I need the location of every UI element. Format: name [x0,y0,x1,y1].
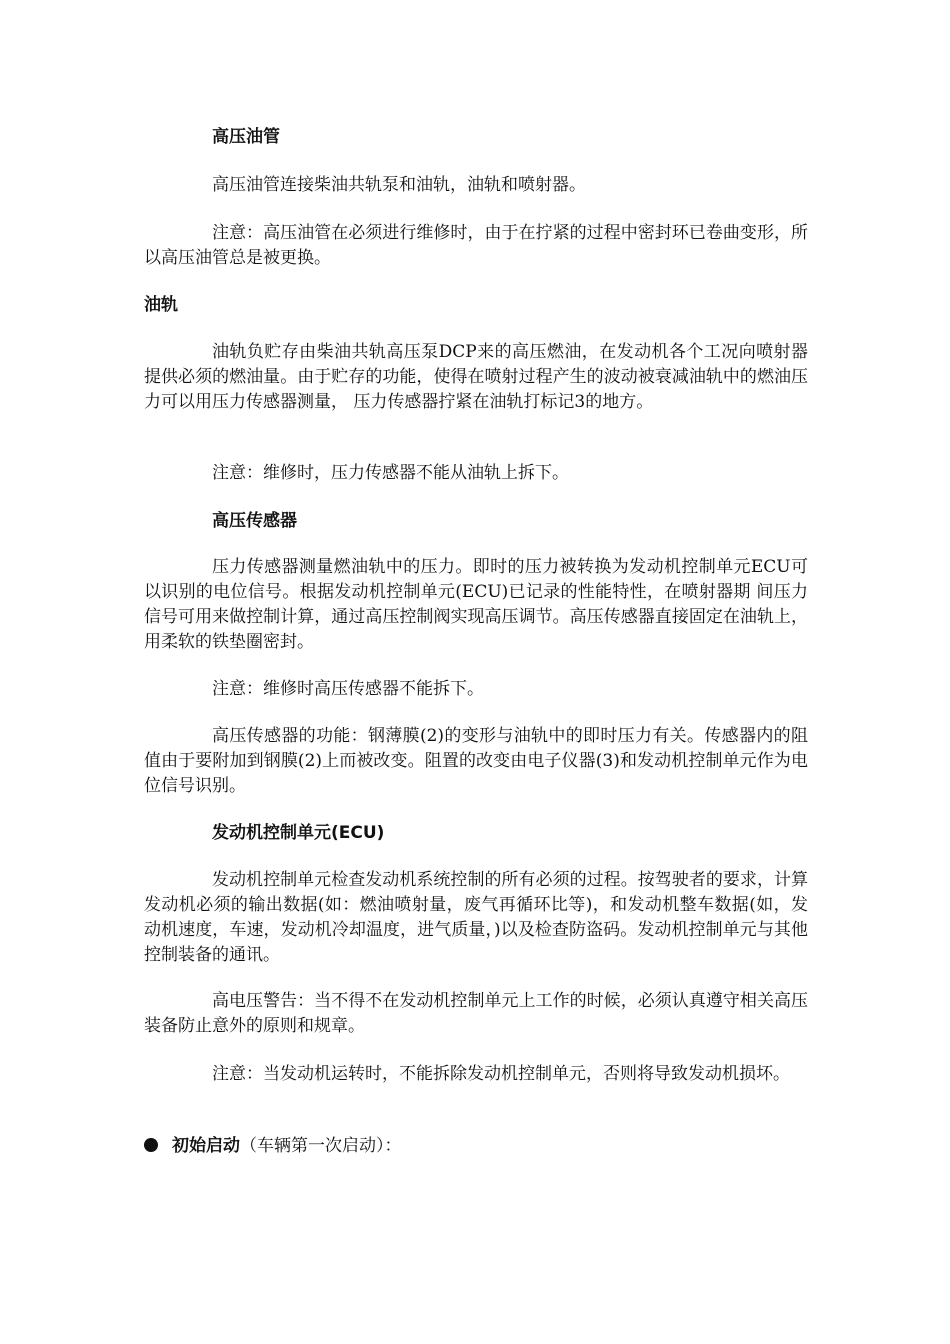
bullet-initial-start-detail: （车辆第一次启动）： [240,1136,402,1156]
paragraph-pipe-connection: 高压油管连接柴油共轨泵和油轨，油轨和喷射器。 [212,175,586,195]
heading-fuel-rail: 油轨 [144,295,178,315]
bullet-initial-start [144,1134,402,1159]
heading-high-pressure-pipe: 高压油管 [212,127,280,147]
paragraph-ecu-note: 注意：当发动机运转时，不能拆除发动机控制单元，否则将导致发动机损坏。 [212,1064,790,1084]
paragraph-rail-description: 油轨负贮存由柴油共轨高压泵DCP来的高压燃油，在发动机各个工况向喷射器提供必须的燃油量。由于贮存的功能，使得在喷射过程产生的波动被衰减油轨中的燃油压力可以用压力传感器测量， 压力传感器拧紧在油轨打标记3的地方。 [144,342,808,412]
paragraph-rail-note: 注意：维修时，压力传感器不能从油轨上拆下。 [212,463,569,483]
bullet-initial-start-label: 初始启动 [172,1136,240,1156]
paragraph-ecu-warning: 高电压警告：当不得不在发动机控制单元上工作的时候，必须认真遵守相关高压装备防止意外的原则和规章。 [144,991,808,1036]
paragraph-sensor-note: 注意：维修时高压传感器不能拆下。 [212,679,484,699]
paragraph-pipe-note: 注意：高压油管在必须进行维修时，由于在拧紧的过程中密封环已卷曲变形，所以高压油管总是被更换。 [144,223,808,268]
heading-ecu: 发动机控制单元(ECU) [212,823,385,843]
paragraph-ecu-description: 发动机控制单元检查发动机系统控制的所有必须的过程。按驾驶者的要求，计算发动机必须的输出数据(如：燃油喷射量，废气再循环比等)，和发动机整车数据(如，发动机速度，车速，发动机冷却温度，进气质量，)以及检查防盗码。发动机控制单元与其他控制装备的通讯。 [144,870,808,965]
bullet-dot-icon [144,1138,158,1152]
paragraph-sensor-description: 压力传感器测量燃油轨中的压力。即时的压力被转换为发动机控制单元ECU可以识别的电位信号。根据发动机控制单元(ECU)已记录的性能特性，在喷射器期 间压力信号可用来做控制计算，通过高压控制阀实现高压调节。高压传感器直接固定在油轨上，用柔软的铁垫圈密封。 [144,557,808,652]
paragraph-sensor-function: 高压传感器的功能：钢薄膜(2)的变形与油轨中的即时压力有关。传感器内的阻值由于要附加到钢膜(2)上而被改变。阻置的改变由电子仪器(3)和发动机控制单元作为电位信号识别。 [144,726,808,796]
heading-pressure-sensor: 高压传感器 [212,511,297,531]
